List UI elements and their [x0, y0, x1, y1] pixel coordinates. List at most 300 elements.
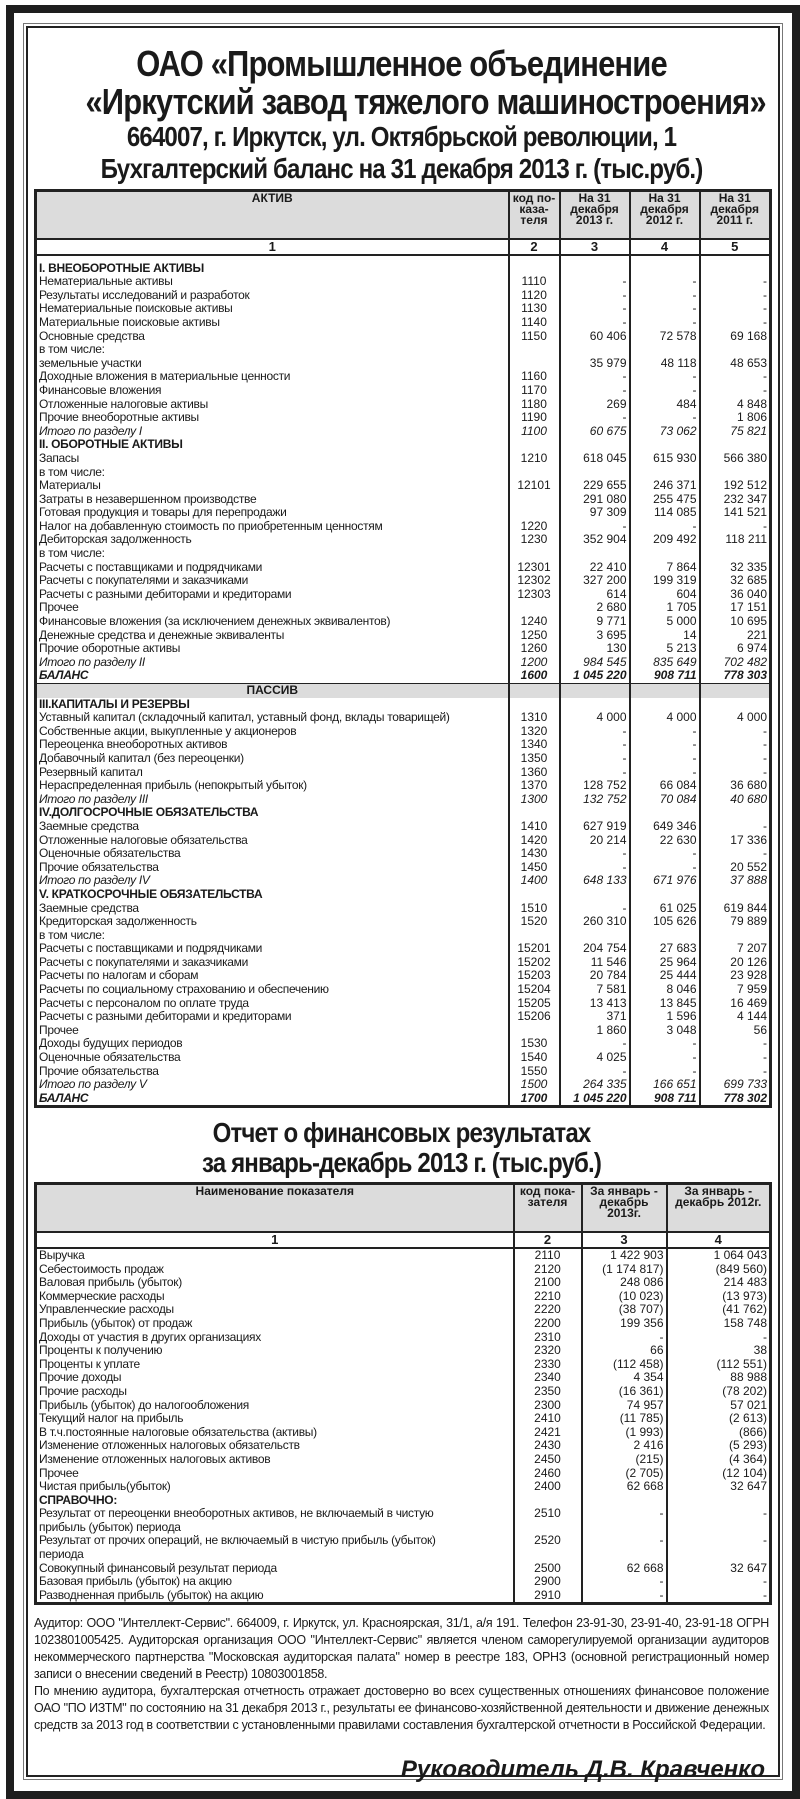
- row-code: 1170: [509, 384, 560, 398]
- balance-total-row: [36, 669, 771, 683]
- table-row: [36, 779, 771, 793]
- table-row: [36, 997, 771, 1011]
- row-value-v2012: -: [667, 1589, 771, 1604]
- row-value-v2013: [560, 438, 630, 452]
- row-value-v2012: 25 444: [630, 969, 700, 983]
- company-address: 664007, г. Иркутск, ул. Октябрьской революции, 1: [126, 121, 677, 152]
- row-value-v2013: -: [560, 302, 630, 316]
- row-value-v2011: -: [700, 752, 771, 766]
- row-value-v2012: 38: [667, 1344, 771, 1358]
- row-value-v2011: 778 303: [700, 669, 771, 683]
- row-name: Расчеты с разными дебиторами и кредиторами: [36, 1010, 509, 1024]
- row-code: 1100: [509, 425, 560, 439]
- row-name: Расчеты с персоналом по оплате труда: [36, 997, 509, 1011]
- row-name: Оценочные обязательства: [36, 1051, 509, 1065]
- row-name: в том числе:: [36, 547, 509, 561]
- subtotal-row: [36, 656, 771, 670]
- row-name: Изменение отложенных налоговых активов: [36, 1453, 514, 1467]
- row-name: Нематериальные активы: [36, 275, 509, 289]
- table-row: [36, 752, 771, 766]
- row-name: Запасы: [36, 452, 509, 466]
- table-row: [36, 316, 771, 330]
- table-row: [36, 466, 771, 480]
- row-value-v2013: 60 675: [560, 425, 630, 439]
- table-row: [36, 506, 771, 520]
- row-value-v2011: [700, 255, 771, 276]
- row-value-v2012: 908 711: [630, 669, 700, 683]
- fin-col-header-2013: За январь - декабрь 2013г.: [582, 1184, 667, 1233]
- row-value-v2011: 40 680: [700, 793, 771, 807]
- row-value-v2012: [630, 343, 700, 357]
- row-value-v2012: 5 213: [630, 642, 700, 656]
- row-name: Итого по разделу V: [36, 1078, 509, 1092]
- row-code: [514, 1494, 582, 1508]
- table-row: [36, 588, 771, 602]
- row-value-v2012: 1 705: [630, 601, 700, 615]
- auditor-opinion: По мнению аудитора, бухгалтерская отчетность отражает достоверно во всех существенных отношениях финансовое положение ОАО "ПО ИЗТМ" по состоянию на 31 декабря 2013 г., результаты ее финансово-хозяйственной деятельности и движение денежных средств за 2013 год в соответствии с установленными правилами составления бухгалтерской отчетности в Российской Федерации.: [34, 1684, 769, 1733]
- row-code: 2310: [514, 1331, 582, 1345]
- row-value-v2012: -: [630, 275, 700, 289]
- table-row: [36, 929, 771, 943]
- row-value-v2012: 158 748: [667, 1317, 771, 1331]
- row-name: Управленческие расходы: [36, 1303, 514, 1317]
- row-value-v2012: [630, 888, 700, 902]
- row-code: 2900: [514, 1575, 582, 1589]
- row-value-v2013: 130: [560, 642, 630, 656]
- row-name: V. КРАТКОСРОЧНЫЕ ОБЯЗАТЕЛЬСТВА: [36, 888, 509, 902]
- col-header-code: код по-каза-теля: [509, 191, 560, 240]
- row-value-v2013: 269: [560, 398, 630, 412]
- table-row: [36, 1399, 771, 1413]
- row-code: 1250: [509, 629, 560, 643]
- row-value-v2011: 32 335: [700, 561, 771, 575]
- table-row: [36, 330, 771, 344]
- row-value-v2013: [560, 255, 630, 276]
- table-row: [36, 370, 771, 384]
- row-value-v2012: 22 630: [630, 834, 700, 848]
- row-value-v2013: 618 045: [560, 452, 630, 466]
- row-value-v2011: -: [700, 302, 771, 316]
- row-value-v2012: 48 118: [630, 357, 700, 371]
- row-value-v2013: -: [582, 1575, 667, 1589]
- row-value-v2011: -: [700, 384, 771, 398]
- row-value-v2013: -: [560, 902, 630, 916]
- row-value-v2012: -: [667, 1534, 771, 1548]
- row-value-v2011: 69 168: [700, 330, 771, 344]
- row-value-v2013: -: [582, 1534, 667, 1548]
- row-name: Проценты к уплате: [36, 1358, 514, 1372]
- row-value-v2013: 4 000: [560, 711, 630, 725]
- row-value-v2012: [630, 466, 700, 480]
- row-name: Переоценка внеоборотных активов: [36, 738, 509, 752]
- fin-results-body: [36, 1248, 771, 1604]
- section-header-row: [36, 806, 771, 820]
- row-code: [509, 506, 560, 520]
- row-value-v2013: (2 705): [582, 1467, 667, 1481]
- row-value-v2013: [560, 343, 630, 357]
- row-name: I. ВНЕОБОРОТНЫЕ АКТИВЫ: [36, 255, 509, 276]
- row-value-v2011: 699 733: [700, 1078, 771, 1092]
- row-value-v2013: 74 957: [582, 1399, 667, 1413]
- row-value-v2011: 75 821: [700, 425, 771, 439]
- row-name: Доходы будущих периодов: [36, 1037, 509, 1051]
- row-name: Отложенные налоговые активы: [36, 398, 509, 412]
- row-code: 2520: [514, 1534, 582, 1548]
- row-code: 1510: [509, 902, 560, 916]
- row-code: [509, 343, 560, 357]
- balance-column-numbers: [36, 239, 771, 255]
- row-value-v2013: (112 458): [582, 1358, 667, 1372]
- row-value-v2012: -: [630, 520, 700, 534]
- row-value-v2012: -: [630, 1037, 700, 1051]
- row-value-v2012: -: [630, 289, 700, 303]
- row-name: Расчеты с покупателями и заказчиками: [36, 574, 509, 588]
- row-value-v2011: 23 928: [700, 969, 771, 983]
- row-code: 2210: [514, 1290, 582, 1304]
- row-name: Расчеты с разными дебиторами и кредиторами: [36, 588, 509, 602]
- row-code: 1400: [509, 874, 560, 888]
- row-value-v2011: 619 844: [700, 902, 771, 916]
- row-value-v2013: 1 860: [560, 1024, 630, 1038]
- row-value-v2012: 7 864: [630, 561, 700, 575]
- row-value-v2012: (5 293): [667, 1439, 771, 1453]
- row-value-v2013: (1 174 817): [582, 1263, 667, 1277]
- row-name: Отложенные налоговые обязательства: [36, 834, 509, 848]
- row-code: 1600: [509, 669, 560, 683]
- row-value-v2012: 88 988: [667, 1371, 771, 1385]
- row-value-v2013: [560, 547, 630, 561]
- row-value-v2012: -: [630, 738, 700, 752]
- row-name: Выручка: [36, 1248, 514, 1263]
- row-code: [509, 255, 560, 276]
- row-code: 2200: [514, 1317, 582, 1331]
- row-code: 1240: [509, 615, 560, 629]
- table-row: [36, 1439, 771, 1453]
- row-name: III.КАПИТАЛЫ И РЕЗЕРВЫ: [36, 698, 509, 712]
- row-code: 15206: [509, 1010, 560, 1024]
- row-code: 1500: [509, 1078, 560, 1092]
- row-code: 1130: [509, 302, 560, 316]
- balance-header-row: [36, 191, 771, 240]
- row-value-v2011: -: [700, 1065, 771, 1079]
- row-value-v2013: 3 695: [560, 629, 630, 643]
- col-number: 4: [667, 1232, 771, 1248]
- col-header-2013: На 31 декабря 2013 г.: [560, 191, 630, 240]
- row-value-v2013: (10 023): [582, 1290, 667, 1304]
- row-name: Совокупный финансовый результат периода: [36, 1562, 514, 1576]
- row-code: 2120: [514, 1263, 582, 1277]
- table-row: [36, 615, 771, 629]
- row-value-v2012: 27 683: [630, 942, 700, 956]
- col-number: 3: [560, 239, 630, 255]
- row-value-v2013: 1 422 903: [582, 1248, 667, 1263]
- row-code: 1190: [509, 411, 560, 425]
- subtotal-row: [36, 793, 771, 807]
- row-value-v2013: -: [560, 289, 630, 303]
- row-value-v2013: [582, 1494, 667, 1508]
- row-code: [509, 438, 560, 452]
- table-row: [36, 766, 771, 780]
- row-name: Уставный капитал (складочный капитал, уставный фонд, вклады товарищей): [36, 711, 509, 725]
- row-name: прибыль (убыток) периода: [36, 1521, 514, 1535]
- row-code: [514, 1521, 582, 1535]
- row-value-v2013: 7 581: [560, 983, 630, 997]
- row-value-v2012: 72 578: [630, 330, 700, 344]
- table-row: [36, 956, 771, 970]
- row-value-v2013: 1 045 220: [560, 1092, 630, 1107]
- row-name: Нематериальные поисковые активы: [36, 302, 509, 316]
- row-value-v2013: 60 406: [560, 330, 630, 344]
- table-row: [36, 384, 771, 398]
- balance-body: [36, 255, 771, 1107]
- row-value-v2013: (11 785): [582, 1412, 667, 1426]
- row-name: Доходные вложения в материальные ценности: [36, 370, 509, 384]
- row-value-v2012: 835 649: [630, 656, 700, 670]
- row-name: в том числе:: [36, 343, 509, 357]
- row-value-v2012: 209 492: [630, 533, 700, 547]
- row-code: 1320: [509, 725, 560, 739]
- document-content: [34, 27, 769, 1784]
- row-value-v2013: [560, 888, 630, 902]
- row-value-v2011: -: [700, 370, 771, 384]
- row-name: Расчеты с поставщиками и подрядчиками: [36, 561, 509, 575]
- director-signature: Руководитель Д.В. Кравченко: [400, 1756, 765, 1784]
- row-value-v2012: 66 084: [630, 779, 700, 793]
- row-name: Базовая прибыль (убыток) на акцию: [36, 1575, 514, 1589]
- row-value-v2012: 32 647: [667, 1562, 771, 1576]
- row-code: 1420: [509, 834, 560, 848]
- row-name: Изменение отложенных налоговых обязательств: [36, 1439, 514, 1453]
- table-row: [36, 302, 771, 316]
- row-value-v2012: (866): [667, 1426, 771, 1440]
- row-code: 15201: [509, 942, 560, 956]
- row-value-v2011: 16 469: [700, 997, 771, 1011]
- row-value-v2011: 36 040: [700, 588, 771, 602]
- row-value-v2013: 66: [582, 1344, 667, 1358]
- row-value-v2011: [700, 888, 771, 902]
- col-number: 5: [700, 239, 771, 255]
- row-value-v2011: 4 144: [700, 1010, 771, 1024]
- row-value-v2011: 232 347: [700, 493, 771, 507]
- table-row: [36, 834, 771, 848]
- row-value-v2012: -: [630, 316, 700, 330]
- row-value-v2011: 702 482: [700, 656, 771, 670]
- row-code: 1550: [509, 1065, 560, 1079]
- row-value-v2013: 199 356: [582, 1317, 667, 1331]
- row-value-v2012: 3 048: [630, 1024, 700, 1038]
- row-code: 12101: [509, 479, 560, 493]
- table-row: [36, 1024, 771, 1038]
- row-value-v2013: -: [560, 725, 630, 739]
- row-name: Расчеты с покупателями и заказчиками: [36, 956, 509, 970]
- table-row: [36, 915, 771, 929]
- row-name: Материалы: [36, 479, 509, 493]
- table-row: [36, 725, 771, 739]
- subtotal-row: [36, 874, 771, 888]
- row-value-v2013: [560, 698, 630, 712]
- empty-cell: [560, 684, 630, 698]
- row-value-v2012: 484: [630, 398, 700, 412]
- table-row: [36, 493, 771, 507]
- row-value-v2013: -: [560, 384, 630, 398]
- row-value-v2011: 79 889: [700, 915, 771, 929]
- row-value-v2011: 48 653: [700, 357, 771, 371]
- row-value-v2012: (78 202): [667, 1385, 771, 1399]
- fin-col-header-code: код пока-зателя: [514, 1184, 582, 1233]
- row-code: 2910: [514, 1589, 582, 1604]
- row-value-v2012: 255 475: [630, 493, 700, 507]
- row-value-v2013: 22 410: [560, 561, 630, 575]
- row-name: Коммерческие расходы: [36, 1290, 514, 1304]
- row-value-v2012: -: [667, 1575, 771, 1589]
- row-name: Итого по разделу II: [36, 656, 509, 670]
- row-value-v2012: 671 976: [630, 874, 700, 888]
- row-value-v2011: -: [700, 316, 771, 330]
- row-value-v2012: 114 085: [630, 506, 700, 520]
- row-code: 1540: [509, 1051, 560, 1065]
- row-name: Финансовые вложения (за исключением денежных эквивалентов): [36, 615, 509, 629]
- row-code: [509, 1024, 560, 1038]
- row-code: 2500: [514, 1562, 582, 1576]
- table-row: [36, 289, 771, 303]
- row-code: 1350: [509, 752, 560, 766]
- row-name: Прочие доходы: [36, 1371, 514, 1385]
- row-name: Прочее: [36, 1024, 509, 1038]
- row-value-v2011: [700, 698, 771, 712]
- table-row: [36, 1290, 771, 1304]
- row-value-v2012: [630, 547, 700, 561]
- row-name: Денежные средства и денежные эквиваленты: [36, 629, 509, 643]
- row-value-v2012: -: [667, 1507, 771, 1521]
- row-value-v2011: -: [700, 725, 771, 739]
- row-value-v2012: [630, 438, 700, 452]
- table-row: [36, 902, 771, 916]
- row-name: Дебиторская задолженность: [36, 533, 509, 547]
- row-code: 2410: [514, 1412, 582, 1426]
- row-name: Прочие оборотные активы: [36, 642, 509, 656]
- row-name: Итого по разделу IV: [36, 874, 509, 888]
- row-value-v2011: 6 974: [700, 642, 771, 656]
- row-value-v2013: 204 754: [560, 942, 630, 956]
- row-value-v2011: 17 151: [700, 601, 771, 615]
- table-row: [36, 711, 771, 725]
- row-value-v2013: (16 361): [582, 1385, 667, 1399]
- row-value-v2013: -: [560, 316, 630, 330]
- row-code: [509, 929, 560, 943]
- row-value-v2013: 128 752: [560, 779, 630, 793]
- table-row: [36, 1426, 771, 1440]
- table-row: [36, 1276, 771, 1290]
- row-value-v2013: -: [560, 370, 630, 384]
- row-value-v2013: 229 655: [560, 479, 630, 493]
- row-code: [514, 1548, 582, 1562]
- fin-results-table: [34, 1182, 772, 1605]
- row-value-v2012: 604: [630, 588, 700, 602]
- row-value-v2012: 4 000: [630, 711, 700, 725]
- row-value-v2013: 1 045 220: [560, 669, 630, 683]
- row-value-v2011: 1 806: [700, 411, 771, 425]
- table-row: [36, 861, 771, 875]
- row-code: 2100: [514, 1276, 582, 1290]
- table-row: [36, 343, 771, 357]
- subtotal-row: [36, 1078, 771, 1092]
- section-header-row: [36, 1494, 771, 1508]
- row-value-v2012: (12 104): [667, 1467, 771, 1481]
- row-value-v2012: 214 483: [667, 1276, 771, 1290]
- row-name: Готовая продукция и товары для перепродажи: [36, 506, 509, 520]
- table-row: [36, 1412, 771, 1426]
- row-name: в том числе:: [36, 466, 509, 480]
- section-header-row: [36, 698, 771, 712]
- section-header-row: [36, 438, 771, 452]
- table-row: [36, 1467, 771, 1481]
- row-code: [509, 493, 560, 507]
- row-value-v2013: -: [560, 411, 630, 425]
- row-value-v2013: 62 668: [582, 1480, 667, 1494]
- row-value-v2012: [630, 806, 700, 820]
- empty-cell: [700, 684, 771, 698]
- row-value-v2013: 132 752: [560, 793, 630, 807]
- row-name: Расчеты с поставщиками и подрядчиками: [36, 942, 509, 956]
- row-name: Прибыль (убыток) от продаж: [36, 1317, 514, 1331]
- row-code: 12301: [509, 561, 560, 575]
- row-name: Кредиторская задолженность: [36, 915, 509, 929]
- row-name: Заемные средства: [36, 902, 509, 916]
- row-code: 12303: [509, 588, 560, 602]
- row-value-v2011: 37 888: [700, 874, 771, 888]
- table-row: [36, 1521, 771, 1535]
- row-code: 2110: [514, 1248, 582, 1263]
- table-row: [36, 1371, 771, 1385]
- row-value-v2011: -: [700, 766, 771, 780]
- row-code: 1360: [509, 766, 560, 780]
- row-name: Разводненная прибыль (убыток) на акцию: [36, 1589, 514, 1604]
- row-value-v2013: [560, 466, 630, 480]
- row-value-v2013: 984 545: [560, 656, 630, 670]
- row-value-v2011: 118 211: [700, 533, 771, 547]
- table-row: [36, 820, 771, 834]
- row-value-v2011: -: [700, 820, 771, 834]
- fin-results-title-line2: за январь-декабрь 2013 г. (тыс.руб.): [201, 1147, 602, 1179]
- col-number: 2: [509, 239, 560, 255]
- row-code: [509, 547, 560, 561]
- table-row: [36, 1037, 771, 1051]
- row-value-v2012: 73 062: [630, 425, 700, 439]
- row-value-v2012: (112 551): [667, 1358, 771, 1372]
- row-value-v2012: 13 845: [630, 997, 700, 1011]
- row-code: 1220: [509, 520, 560, 534]
- row-value-v2012: 8 046: [630, 983, 700, 997]
- row-name: Результат от прочих операций, не включаемый в чистую прибыль (убыток): [36, 1534, 514, 1548]
- row-value-v2013: [560, 806, 630, 820]
- row-code: 1160: [509, 370, 560, 384]
- passive-section-header: [36, 684, 771, 698]
- row-value-v2011: 141 521: [700, 506, 771, 520]
- table-row: [36, 738, 771, 752]
- row-value-v2013: 35 979: [560, 357, 630, 371]
- row-code: [509, 466, 560, 480]
- row-value-v2013: [582, 1548, 667, 1562]
- table-row: [36, 1331, 771, 1345]
- row-value-v2012: 246 371: [630, 479, 700, 493]
- row-value-v2013: 264 335: [560, 1078, 630, 1092]
- row-value-v2011: -: [700, 275, 771, 289]
- row-code: 2450: [514, 1453, 582, 1467]
- row-name: Расчеты по налогам и сборам: [36, 969, 509, 983]
- row-code: 2350: [514, 1385, 582, 1399]
- row-value-v2012: 32 647: [667, 1480, 771, 1494]
- row-value-v2012: (4 364): [667, 1453, 771, 1467]
